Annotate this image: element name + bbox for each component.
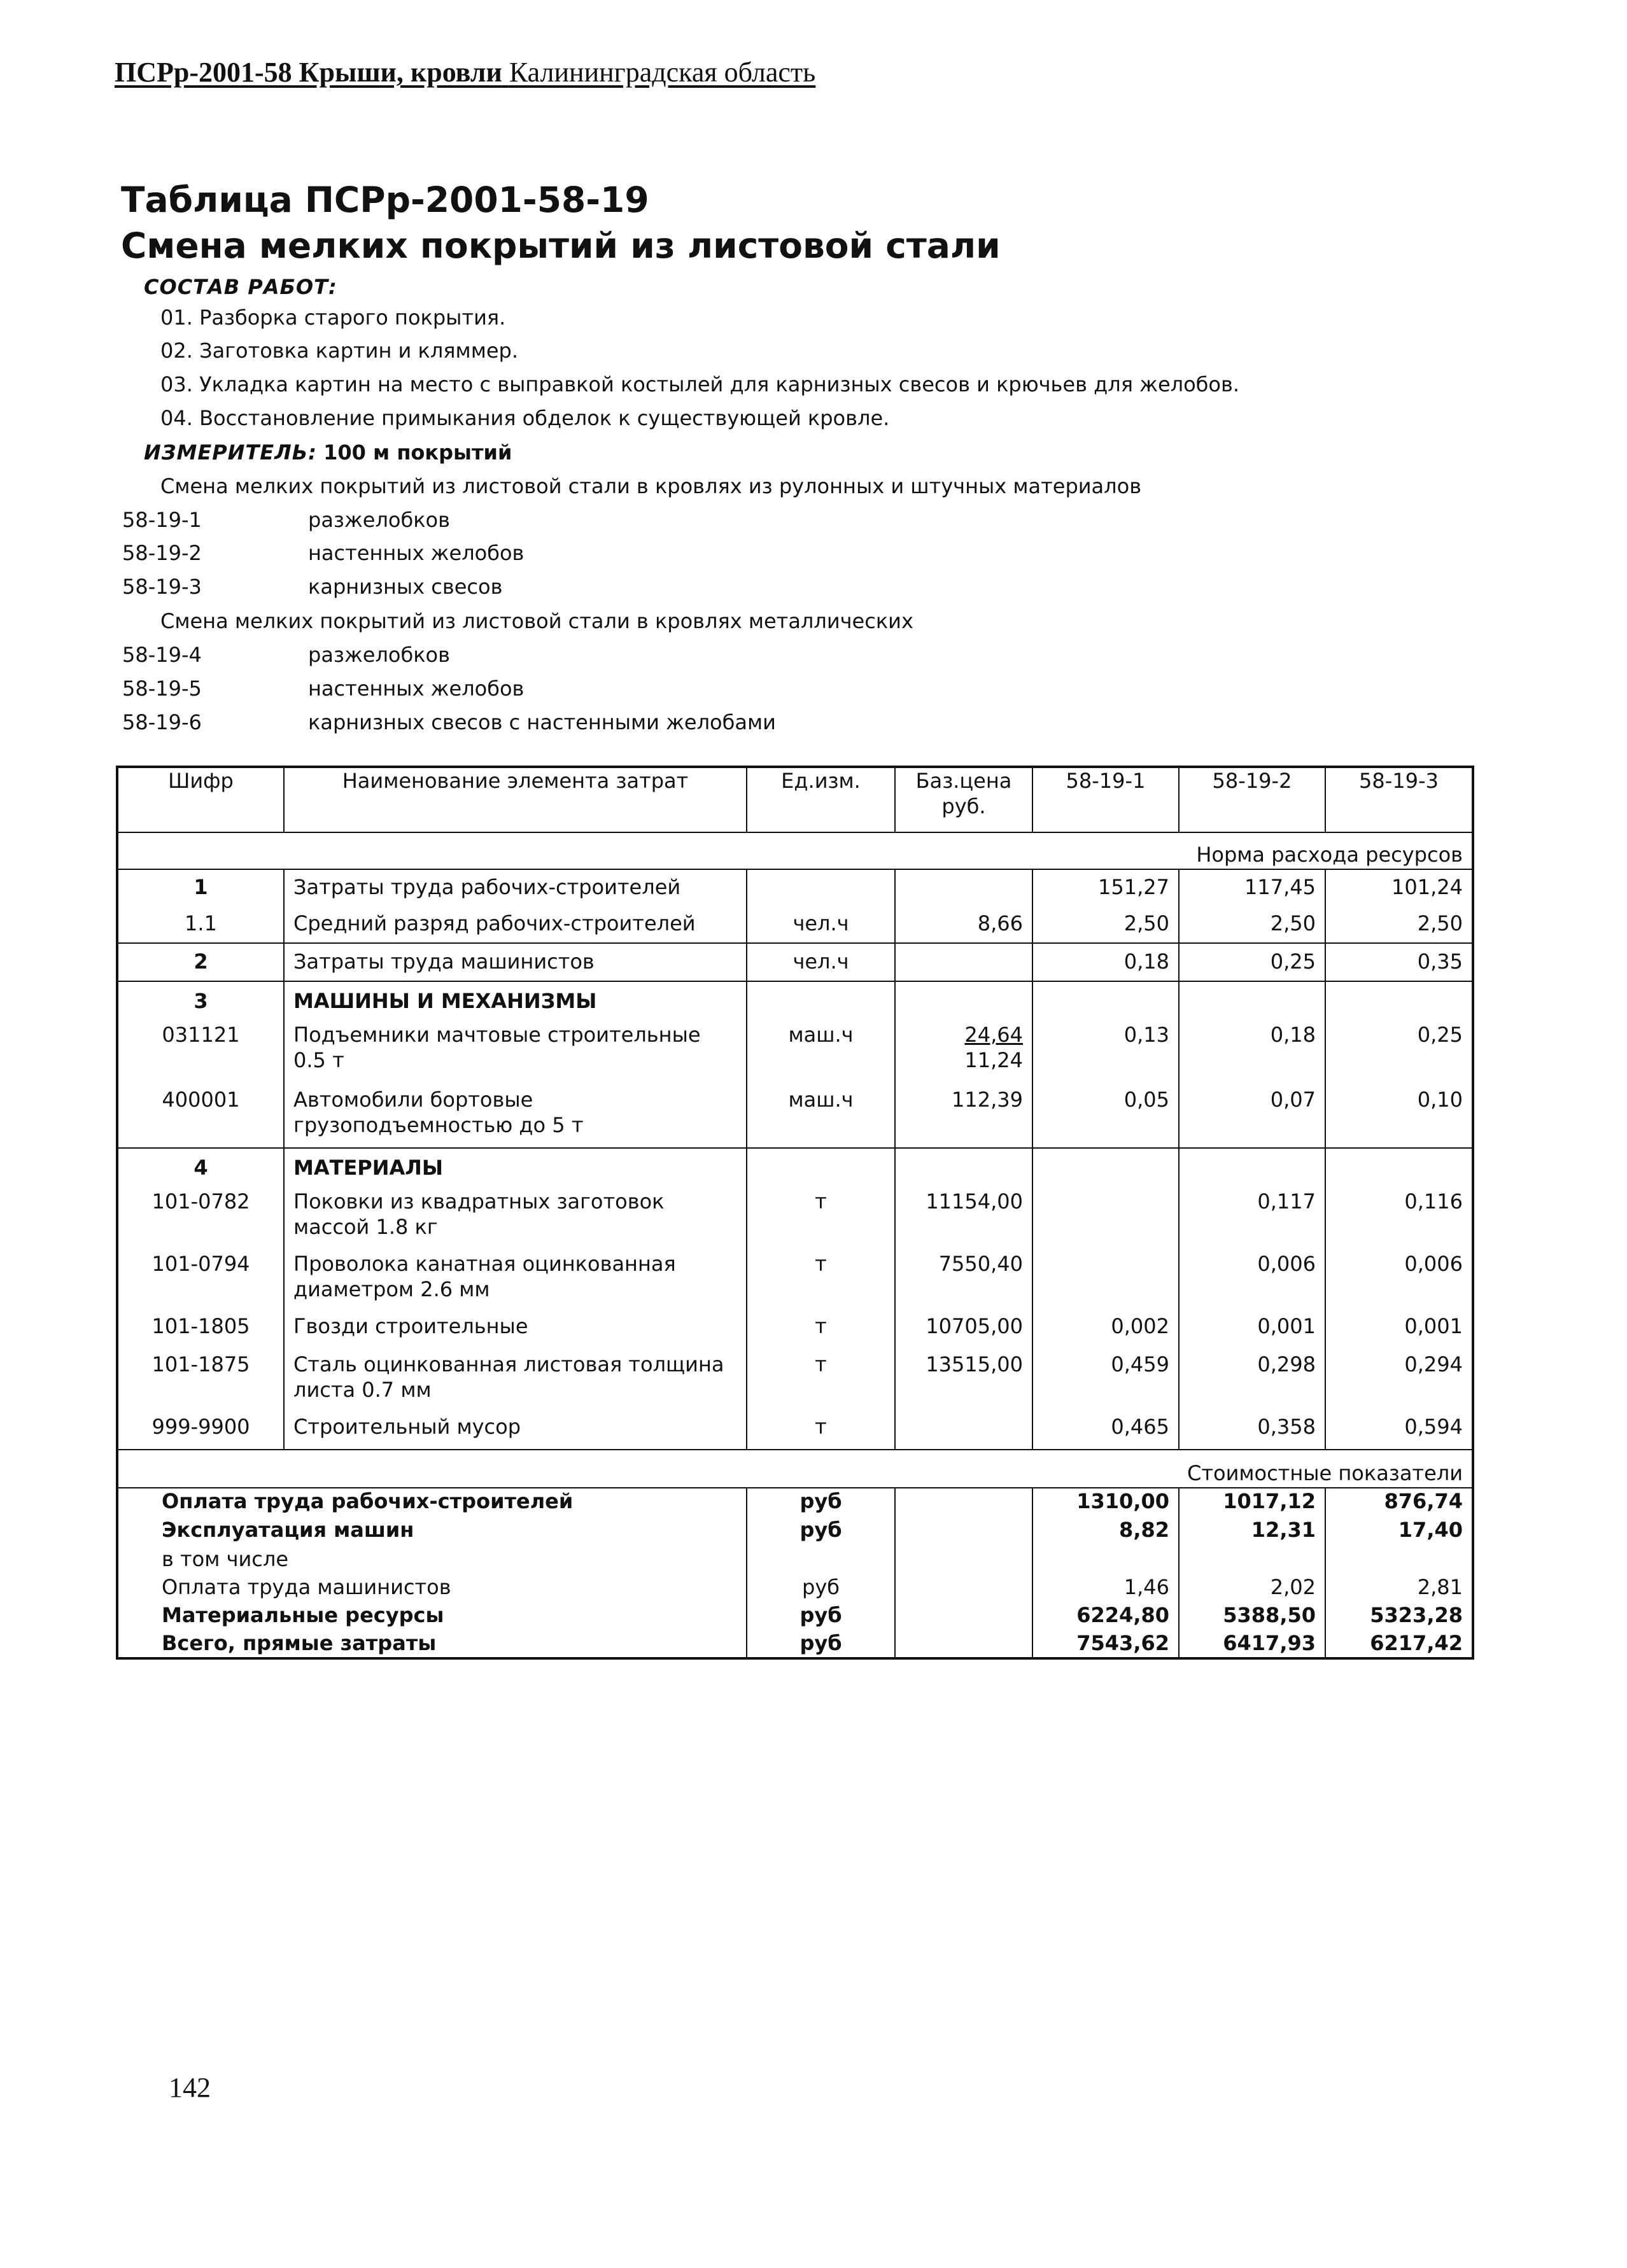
row-price [895,1022,1032,1087]
group-item-code: 58-19-5 [122,676,202,701]
cost-unit: руб [747,1488,895,1517]
cost-unit: руб [747,1602,895,1630]
group-title: Смена мелких покрытий из листовой стали в кровлях металлических [160,609,913,633]
cost-val-1: 7543,62 [1032,1630,1179,1658]
table-row [117,1189,1473,1251]
row-name-line: листа 0.7 мм [293,1378,432,1402]
row-val-2: 0,006 [1179,1251,1325,1313]
group-item-code: 58-19-1 [122,508,202,532]
row-val-3: 0,10 [1325,1087,1473,1148]
norm-caption-row [117,832,1473,869]
measure-value: 100 м покрытий [323,440,512,465]
row-name [284,1022,747,1087]
row-val-1: 0,13 [1032,1022,1179,1087]
cost-row [117,1488,1473,1517]
cost-val-3: 2,81 [1325,1574,1473,1602]
row-val-2: 117,45 [1179,869,1325,906]
table-row [117,1022,1473,1087]
table-row [117,1352,1473,1414]
row-price: 7550,40 [895,1251,1032,1313]
cost-val-3: 6217,42 [1325,1630,1473,1658]
norm-caption: Норма расхода ресурсов [1196,843,1463,867]
row-name-line: Проволока канатная оцинкованная [293,1252,676,1276]
header-price-1: Баз.цена [915,769,1012,793]
cost-val-2: 5388,50 [1179,1602,1325,1630]
resource-table [116,766,1474,1660]
row-val-2: 2,50 [1179,906,1325,943]
section-row [117,1148,1473,1189]
group-title: Смена мелких покрытий из листовой стали в кровлях из рулонных и штучных материалов [160,474,1142,498]
row-val-1: 151,27 [1032,869,1179,906]
row-code: 101-1875 [151,1352,250,1376]
header-region: Калининградская область [509,57,816,88]
cost-caption: Стоимостные показатели [1187,1461,1463,1485]
cost-row [117,1574,1473,1602]
cost-name: в том числе [162,1547,288,1571]
row-val-3: 101,24 [1325,869,1473,906]
cost-row [117,1630,1473,1658]
row-name: Гвозди строительные [284,1313,747,1352]
row-name-line: грузоподъемностью до 5 т [293,1113,584,1137]
works-heading: СОСТАВ РАБОТ: [144,275,337,299]
cost-val-1: 1,46 [1032,1574,1179,1602]
cost-val-3: 876,74 [1325,1488,1473,1517]
row-val-2: 0,001 [1179,1313,1325,1352]
header-price [895,767,1032,832]
cost-val-2: 2,02 [1179,1574,1325,1602]
row-val-1: 0,459 [1032,1352,1179,1414]
row-price: 112,39 [895,1087,1032,1148]
group-item-name: карнизных свесов с настенными желобами [308,710,776,734]
header-unit: Ед.изм. [747,767,895,832]
row-name-line: массой 1.8 кг [293,1215,438,1239]
row-val-3: 0,006 [1325,1251,1473,1313]
page-header [115,56,815,88]
row-unit: маш.ч [747,1087,895,1148]
row-name-line: диаметром 2.6 мм [293,1277,490,1301]
cost-name: Оплата труда рабочих-строителей [162,1489,574,1513]
row-code: 999-9900 [151,1415,250,1439]
measure-label: ИЗМЕРИТЕЛЬ: [144,440,317,465]
header-code: ПСРр-2001-58 Крыши, кровли [115,57,502,88]
cost-name: Всего, прямые затраты [162,1631,437,1655]
row-val-3: 0,116 [1325,1189,1473,1251]
table-row [117,906,1473,943]
header-col-2: 58-19-2 [1179,767,1325,832]
row-unit: т [747,1189,895,1251]
header-name: Наименование элемента затрат [284,767,747,832]
row-val-2: 0,07 [1179,1087,1325,1148]
row-val-2: 0,117 [1179,1189,1325,1251]
cost-unit: руб [747,1630,895,1658]
work-item: 01. Разборка старого покрытия. [160,305,506,330]
row-name: МАШИНЫ И МЕХАНИЗМЫ [284,981,747,1022]
row-name: Строительный мусор [284,1414,747,1450]
row-val-2: 0,358 [1179,1414,1325,1450]
row-unit: маш.ч [747,1022,895,1087]
table-row [117,1313,1473,1352]
row-name: Средний разряд рабочих-строителей [284,906,747,943]
row-name-line: Сталь оцинкованная листовая толщина [293,1352,724,1376]
row-val-1: 0,05 [1032,1087,1179,1148]
row-val-2: 0,25 [1179,943,1325,981]
group-item-code: 58-19-2 [122,541,202,565]
cost-val-3: 17,40 [1325,1517,1473,1546]
header-col-1: 58-19-1 [1032,767,1179,832]
cost-val-2: 6417,93 [1179,1630,1325,1658]
row-name: МАТЕРИАЛЫ [284,1148,747,1189]
group-item-name: разжелобков [308,508,450,532]
row-price-line: 24,64 [964,1023,1023,1047]
cost-row [117,1602,1473,1630]
row-code: 031121 [162,1023,240,1047]
cost-unit: руб [747,1574,895,1602]
row-price: 10705,00 [895,1313,1032,1352]
cost-unit: руб [747,1517,895,1546]
row-val-1: 0,002 [1032,1313,1179,1352]
cost-val-1: 1310,00 [1032,1488,1179,1517]
row-price: 13515,00 [895,1352,1032,1414]
row-name-line: Подъемники мачтовые строительные [293,1023,701,1047]
work-item: 02. Заготовка картин и кляммер. [160,339,518,363]
row-val-2: 0,298 [1179,1352,1325,1414]
table-row [117,1251,1473,1313]
table-header-row [117,767,1473,832]
row-val-2: 0,18 [1179,1022,1325,1087]
group-item-name: настенных желобов [308,676,525,701]
section-row [117,981,1473,1022]
cost-name: Материальные ресурсы [162,1603,444,1627]
row-unit: т [747,1251,895,1313]
row-unit: т [747,1414,895,1450]
cost-name: Эксплуатация машин [162,1518,414,1542]
row-name: Затраты труда машинистов [284,943,747,981]
row-val-3: 0,35 [1325,943,1473,981]
row-val-1: 0,18 [1032,943,1179,981]
row-price: 11154,00 [895,1189,1032,1251]
cost-val-2: 12,31 [1179,1517,1325,1546]
row-val-1 [1032,1251,1179,1313]
row-unit: т [747,1352,895,1414]
row-val-1: 0,465 [1032,1414,1179,1450]
group-item-code: 58-19-6 [122,710,202,734]
row-unit: чел.ч [747,943,895,981]
group-item-name: карнизных свесов [308,575,503,599]
cost-caption-row [117,1450,1473,1488]
header-code: Шифр [168,769,234,793]
row-price: 8,66 [895,906,1032,943]
row-code: 3 [194,989,208,1013]
page-number: 142 [169,2072,211,2103]
cost-val-1: 8,82 [1032,1517,1179,1546]
row-val-3: 0,001 [1325,1313,1473,1352]
row-code: 101-1805 [151,1314,250,1338]
measure [144,440,512,465]
row-code: 1 [194,875,208,899]
table-row [117,943,1473,981]
title-line-2: Смена мелких покрытий из листовой стали [121,225,1001,266]
row-name-line: Поковки из квадратных заготовок [293,1189,665,1214]
row-unit: т [747,1313,895,1352]
cost-val-3: 5323,28 [1325,1602,1473,1630]
header-col-3: 58-19-3 [1325,767,1473,832]
table-row [117,869,1473,906]
row-val-1 [1032,1189,1179,1251]
group-item-code: 58-19-3 [122,575,202,599]
row-name [284,1087,747,1148]
row-name-line: Автомобили бортовые [293,1088,533,1112]
header-price-2: руб. [941,794,986,818]
row-name: Затраты труда рабочих-строителей [284,869,747,906]
row-code: 400001 [162,1088,240,1112]
row-code: 101-0794 [151,1252,250,1276]
row-unit: чел.ч [747,906,895,943]
row-code: 4 [194,1156,208,1180]
row-val-3: 0,25 [1325,1022,1473,1087]
row-code: 101-0782 [151,1189,250,1214]
row-name [284,1251,747,1313]
row-val-1: 2,50 [1032,906,1179,943]
work-item: 03. Укладка картин на место с выправкой костылей для карнизных свесов и крючьев для желобов. [160,372,1240,396]
row-val-3: 0,594 [1325,1414,1473,1450]
row-price-line: 11,24 [964,1048,1023,1072]
work-item: 04. Восстановление примыкания обделок к существующей кровле. [160,406,890,430]
row-code: 1.1 [185,911,217,935]
group-item-name: настенных желобов [308,541,525,565]
row-val-3: 2,50 [1325,906,1473,943]
row-code: 2 [194,949,208,974]
cost-name: Оплата труда машинистов [162,1575,451,1599]
group-item-name: разжелобков [308,643,450,667]
table-row [117,1087,1473,1148]
title-line-1: Таблица ПСРр-2001-58-19 [121,179,649,220]
cost-row [117,1546,1473,1574]
page-title [121,177,1001,269]
table-row [117,1414,1473,1450]
cost-val-2: 1017,12 [1179,1488,1325,1517]
row-name [284,1352,747,1414]
row-name [284,1189,747,1251]
cost-row [117,1517,1473,1546]
group-item-code: 58-19-4 [122,643,202,667]
cost-val-1: 6224,80 [1032,1602,1179,1630]
row-name-line: 0.5 т [293,1048,344,1072]
row-val-3: 0,294 [1325,1352,1473,1414]
